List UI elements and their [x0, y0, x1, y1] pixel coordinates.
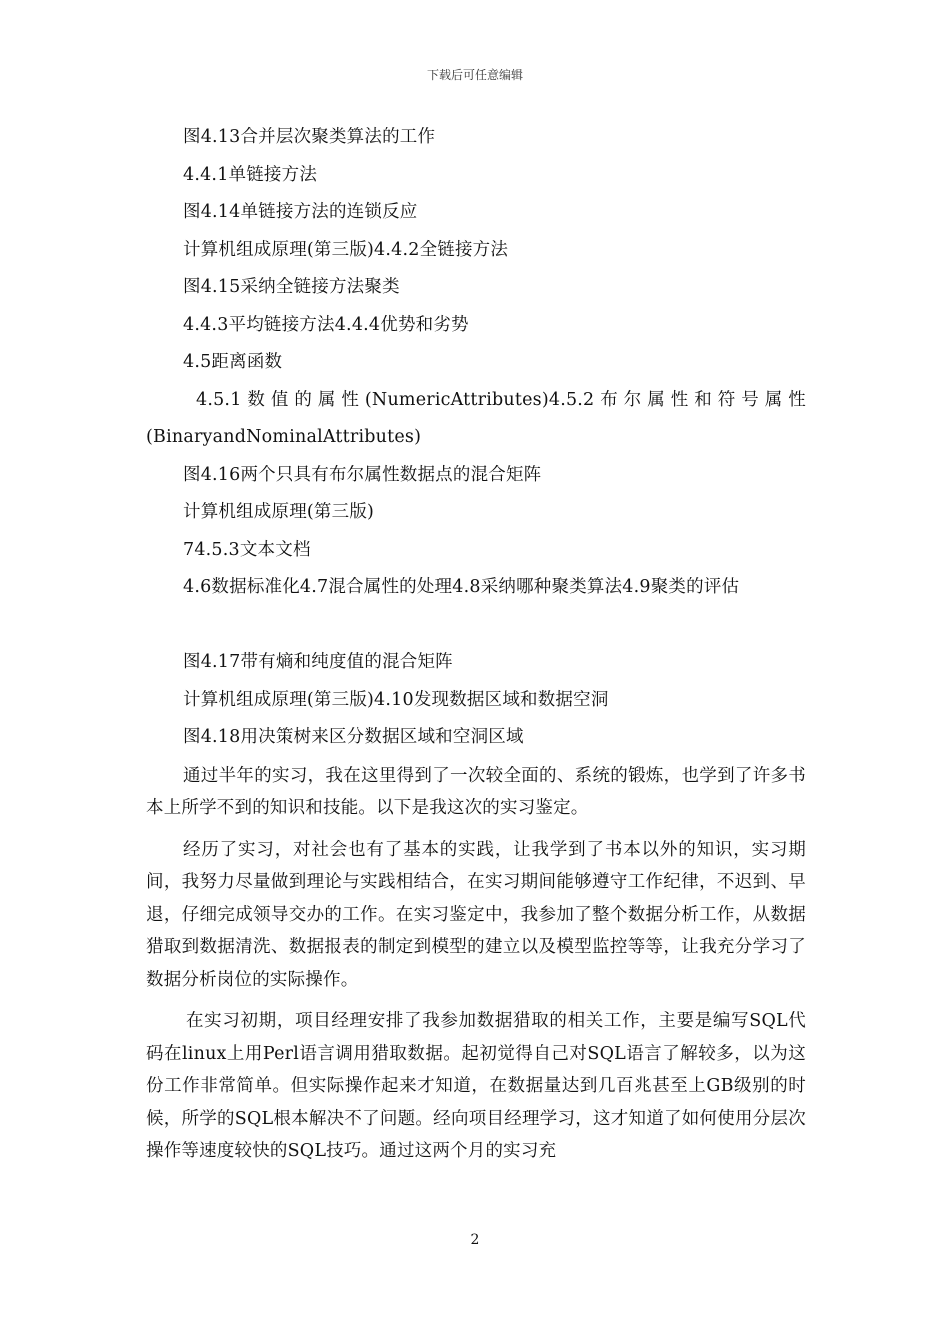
section-heading-4-4-3: 4.4.3平均链接方法4.4.4优势和劣势	[183, 314, 469, 335]
body-paragraph-3: 在实习初期，项目经理安排了我参加数据猎取的相关工作，主要是编写SQL代码在linux上用Perl语言调用猎取数据。起初觉得自己对SQL语言了解较多，以为这份工作非常简单。但实际操作起来才知道，在数据量达到几百兆甚至上GB级别的时候，所学的SQL根本解决不了问题。经向项目经理学习，这才知道了如何使用分层次操作等速度较快的SQL技巧。通过这两个月的实习充	[146, 1011, 806, 1161]
section-heading-4-5-1-cont: (BinaryandNominalAttributes)	[146, 427, 422, 447]
body-paragraph-1: 通过半年的实习，我在这里得到了一次较全面的、系统的锻炼，也学到了许多书本上所学不到的知识和技能。以下是我这次的实习鉴定。	[146, 765, 806, 818]
section-heading-4-6-4-9: 4.6数据标准化4.7混合属性的处理4.8采纳哪种聚类算法4.9聚类的评估	[183, 577, 740, 597]
figure-caption-4-15: 图4.15采纳全链接方法聚类	[183, 277, 400, 297]
section-heading-4-5-3: 74.5.3文本文档	[183, 539, 311, 560]
section-heading-4-10: 计算机组成原理(第三版)4.10发现数据区域和数据空洞	[183, 689, 609, 710]
book-title-line: 计算机组成原理(第三版)	[183, 502, 375, 522]
body-paragraph-2: 经历了实习，对社会也有了基本的实践，让我学到了书本以外的知识，实习期间，我努力尽量做到理论与实践相结合，在实习期间能够遵守工作纪律，不迟到、早退，仔细完成领导交办的工作。在实习鉴定中，我参加了整个数据分析工作，从数据猎取到数据清洗、数据报表的制定到模型的建立以及模型监控等等，让我充分学习了数据分析岗位的实际操作。	[146, 839, 806, 990]
section-heading-4-5-1: 4.5.1数值的属性(NumericAttributes)4.5.2布尔属性和符号属性	[196, 389, 806, 410]
figure-caption-4-17: 图4.17带有熵和纯度值的混合矩阵	[183, 652, 453, 672]
section-heading-4-4-2: 计算机组成原理(第三版)4.4.2全链接方法	[183, 239, 509, 260]
figure-caption-4-13: 图4.13合并层次聚类算法的工作	[183, 127, 436, 147]
section-heading-4-4-1: 4.4.1单链接方法	[183, 164, 318, 185]
figure-caption-4-16: 图4.16两个只具有布尔属性数据点的混合矩阵	[183, 464, 542, 485]
document-body	[146, 122, 806, 1177]
page-number: 2	[470, 1232, 480, 1248]
figure-caption-4-18: 图4.18用决策树来区分数据区域和空洞区域	[183, 727, 524, 747]
figure-caption-4-14: 图4.14单链接方法的连锁反应	[183, 202, 418, 222]
section-heading-4-5: 4.5距离函数	[183, 352, 283, 372]
page-header: 下载后可任意编辑	[426, 68, 523, 82]
blank-line	[146, 610, 806, 648]
